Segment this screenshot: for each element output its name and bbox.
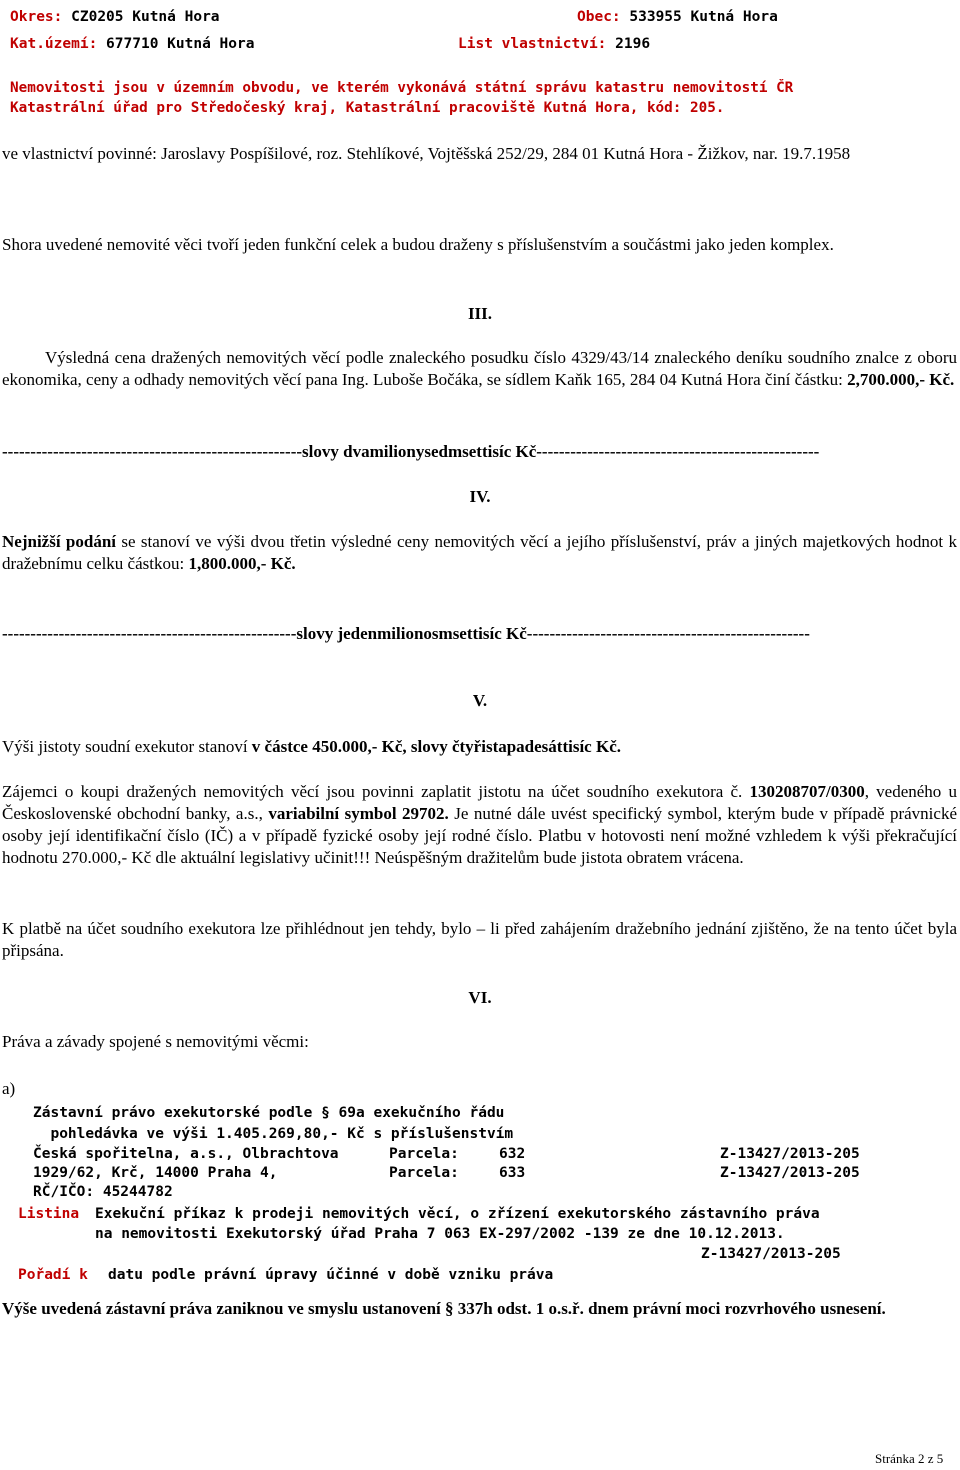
section-3-paragraph [2, 347, 957, 391]
account-number: 130208707/0300 [749, 782, 865, 801]
section-3-text: Výsledná cena dražených nemovitých věcí podle znaleckého posudku číslo 4329/43/14 znaleckého deníku soudního znalce z oboru ekonomika, ceny a odhady nemovitých věcí pana Ing. Luboše Bočáka, se sídlem Kaňk 165, 284 04 Kutná Hora činí částku: [2, 348, 957, 389]
ref-1: Z-13427/2013-205 [720, 1146, 860, 1162]
parcel-2: 633 [499, 1165, 526, 1181]
variable-symbol: variabilní symbol 29702. [268, 804, 449, 823]
deposit-text: Výši jistoty soudní exekutor stanoví [2, 737, 252, 756]
page-number: Stránka 2 z 5 [875, 1451, 944, 1466]
creditor-line-3: RČ/IČO: 45244782 [33, 1184, 173, 1200]
deposit-line [2, 736, 957, 758]
header-lv [458, 35, 650, 53]
complex-note: Shora uvedené nemovité věci tvoří jeden funkční celek a budou draženy s příslušenstvím a součástmi jako jeden komplex. [2, 235, 834, 254]
deposit-amount: v částce 450.000,- Kč, slovy čtyřistapadesáttisíc Kč. [251, 737, 621, 756]
poradi-text: datu podle právní úpravy účinné v době vzniku práva [108, 1267, 554, 1283]
obec-label: Obec: [577, 9, 621, 25]
parcel-1: 632 [499, 1146, 526, 1162]
closing-paragraph: Výše uvedená zástavní práva zaniknou ve smyslu ustanovení § 337h odst. 1 o.s.ř. dnem právní moci rozvrhového usnesení. [2, 1299, 886, 1318]
parcel-label-1: Parcela: [389, 1146, 459, 1162]
katuzemi-label: Kat.území: [10, 36, 98, 52]
payment-paragraph: Zájemci o koupi dražených nemovitých věcí jsou povinni zaplatit jistotu na účet soudního exekutora č. 130208707/0300, vedeného u Československé obchodní banky, a.s., variabilní symbol 29702. Je nutné dále uvést specifický symbol, kterým bude v případě právnické osoby její identifikační číslo (IČ) a v případě fyzické osoby její rodné číslo. Platbu v hotovosti není možné vzhledem k výši překračující hodnotu 270.000,- Kč dle aktuální legislativy učinit!!! Neúspěšným dražitelům bude jistota obratem vrácena. [2, 782, 957, 867]
creditor-line-2: 1929/62, Krč, 14000 Praha 4, [33, 1165, 278, 1181]
ref-3: Z-13427/2013-205 [701, 1246, 841, 1262]
creditor-line-1: Česká spořitelna, a.s., Olbrachtova [33, 1146, 339, 1162]
lv-label: List vlastnictví: [458, 36, 607, 52]
listina-label: Listina [18, 1206, 80, 1222]
poradi-label: Pořadí k [18, 1267, 88, 1283]
rights-intro: Práva a závady spojené s nemovitými věcmi: [2, 1032, 309, 1051]
header-okres [10, 8, 220, 26]
listina-line-1: Exekuční příkaz k prodeji nemovitých věcí, o zřízení exekutorského zástavního práva [95, 1206, 820, 1222]
okres-label: Okres: [10, 9, 63, 25]
lien-line-2: pohledávka ve výši 1.405.269,80,- Kč s příslušenstvím [33, 1126, 514, 1142]
header-obec [577, 8, 778, 26]
notice-line-2: Katastrální úřad pro Středočeský kraj, Katastrální pracoviště Kutná Hora, kód: 205. [10, 100, 725, 116]
okres-value: CZ0205 Kutná Hora [71, 9, 220, 25]
section-5-heading: V. [472, 691, 488, 710]
section-3-heading: III. [467, 304, 493, 323]
section-3-amount: 2,700.000,- Kč. [847, 370, 955, 389]
section-4-words: ----------------------------------------------------slovy jedenmilionosmsettisíc Kč-------------------------------------------------- [2, 624, 810, 643]
obec-value: 533955 Kutná Hora [629, 9, 778, 25]
section-6-heading: VI. [468, 988, 492, 1007]
header-katuzemi [10, 35, 254, 53]
section-4-amount: 1,800.000,- Kč. [188, 554, 296, 573]
section-4-heading: IV. [469, 487, 491, 506]
notice-line-1: Nemovitosti jsou v územním obvodu, ve kterém vykonává státní správu katastru nemovitostí ČR [10, 80, 794, 96]
transfer-paragraph: K platbě na účet soudního exekutora lze přihlédnout jen tehdy, bylo – li před zahájením dražebního jednání zjištěno, že na tento účet byla připsána. [2, 919, 957, 960]
parcel-label-2: Parcela: [389, 1165, 459, 1181]
katuzemi-value: 677710 Kutná Hora [106, 36, 255, 52]
item-a-label: a) [2, 1079, 16, 1098]
listina-line-2: na nemovitosti Exekutorský úřad Praha 7 063 EX-297/2002 -139 ze dne 10.12.2013. [95, 1226, 785, 1242]
owner-paragraph: ve vlastnictví povinné: Jaroslavy Pospíšilové, roz. Stehlíkové, Vojtěšská 252/29, 284 01 Kutná Hora - Žižkov, nar. 19.7.1958 [2, 144, 851, 163]
lien-line-1: Zástavní právo exekutorské podle § 69a exekučního řádu [33, 1105, 505, 1121]
ref-2: Z-13427/2013-205 [720, 1165, 860, 1181]
section-3-words: -----------------------------------------------------slovy dvamilionysedmsettisíc Kč-------------------------------------------------- [2, 442, 820, 461]
section-4-lead: Nejnižší podání [2, 532, 117, 551]
section-4-paragraph [2, 531, 957, 575]
section-4-text: se stanoví ve výši dvou třetin výsledné ceny nemovitých věcí a jejího příslušenství, práv a jiných majetkových hodnot k dražebnímu celku částkou: [2, 532, 957, 573]
lv-value: 2196 [615, 36, 651, 52]
